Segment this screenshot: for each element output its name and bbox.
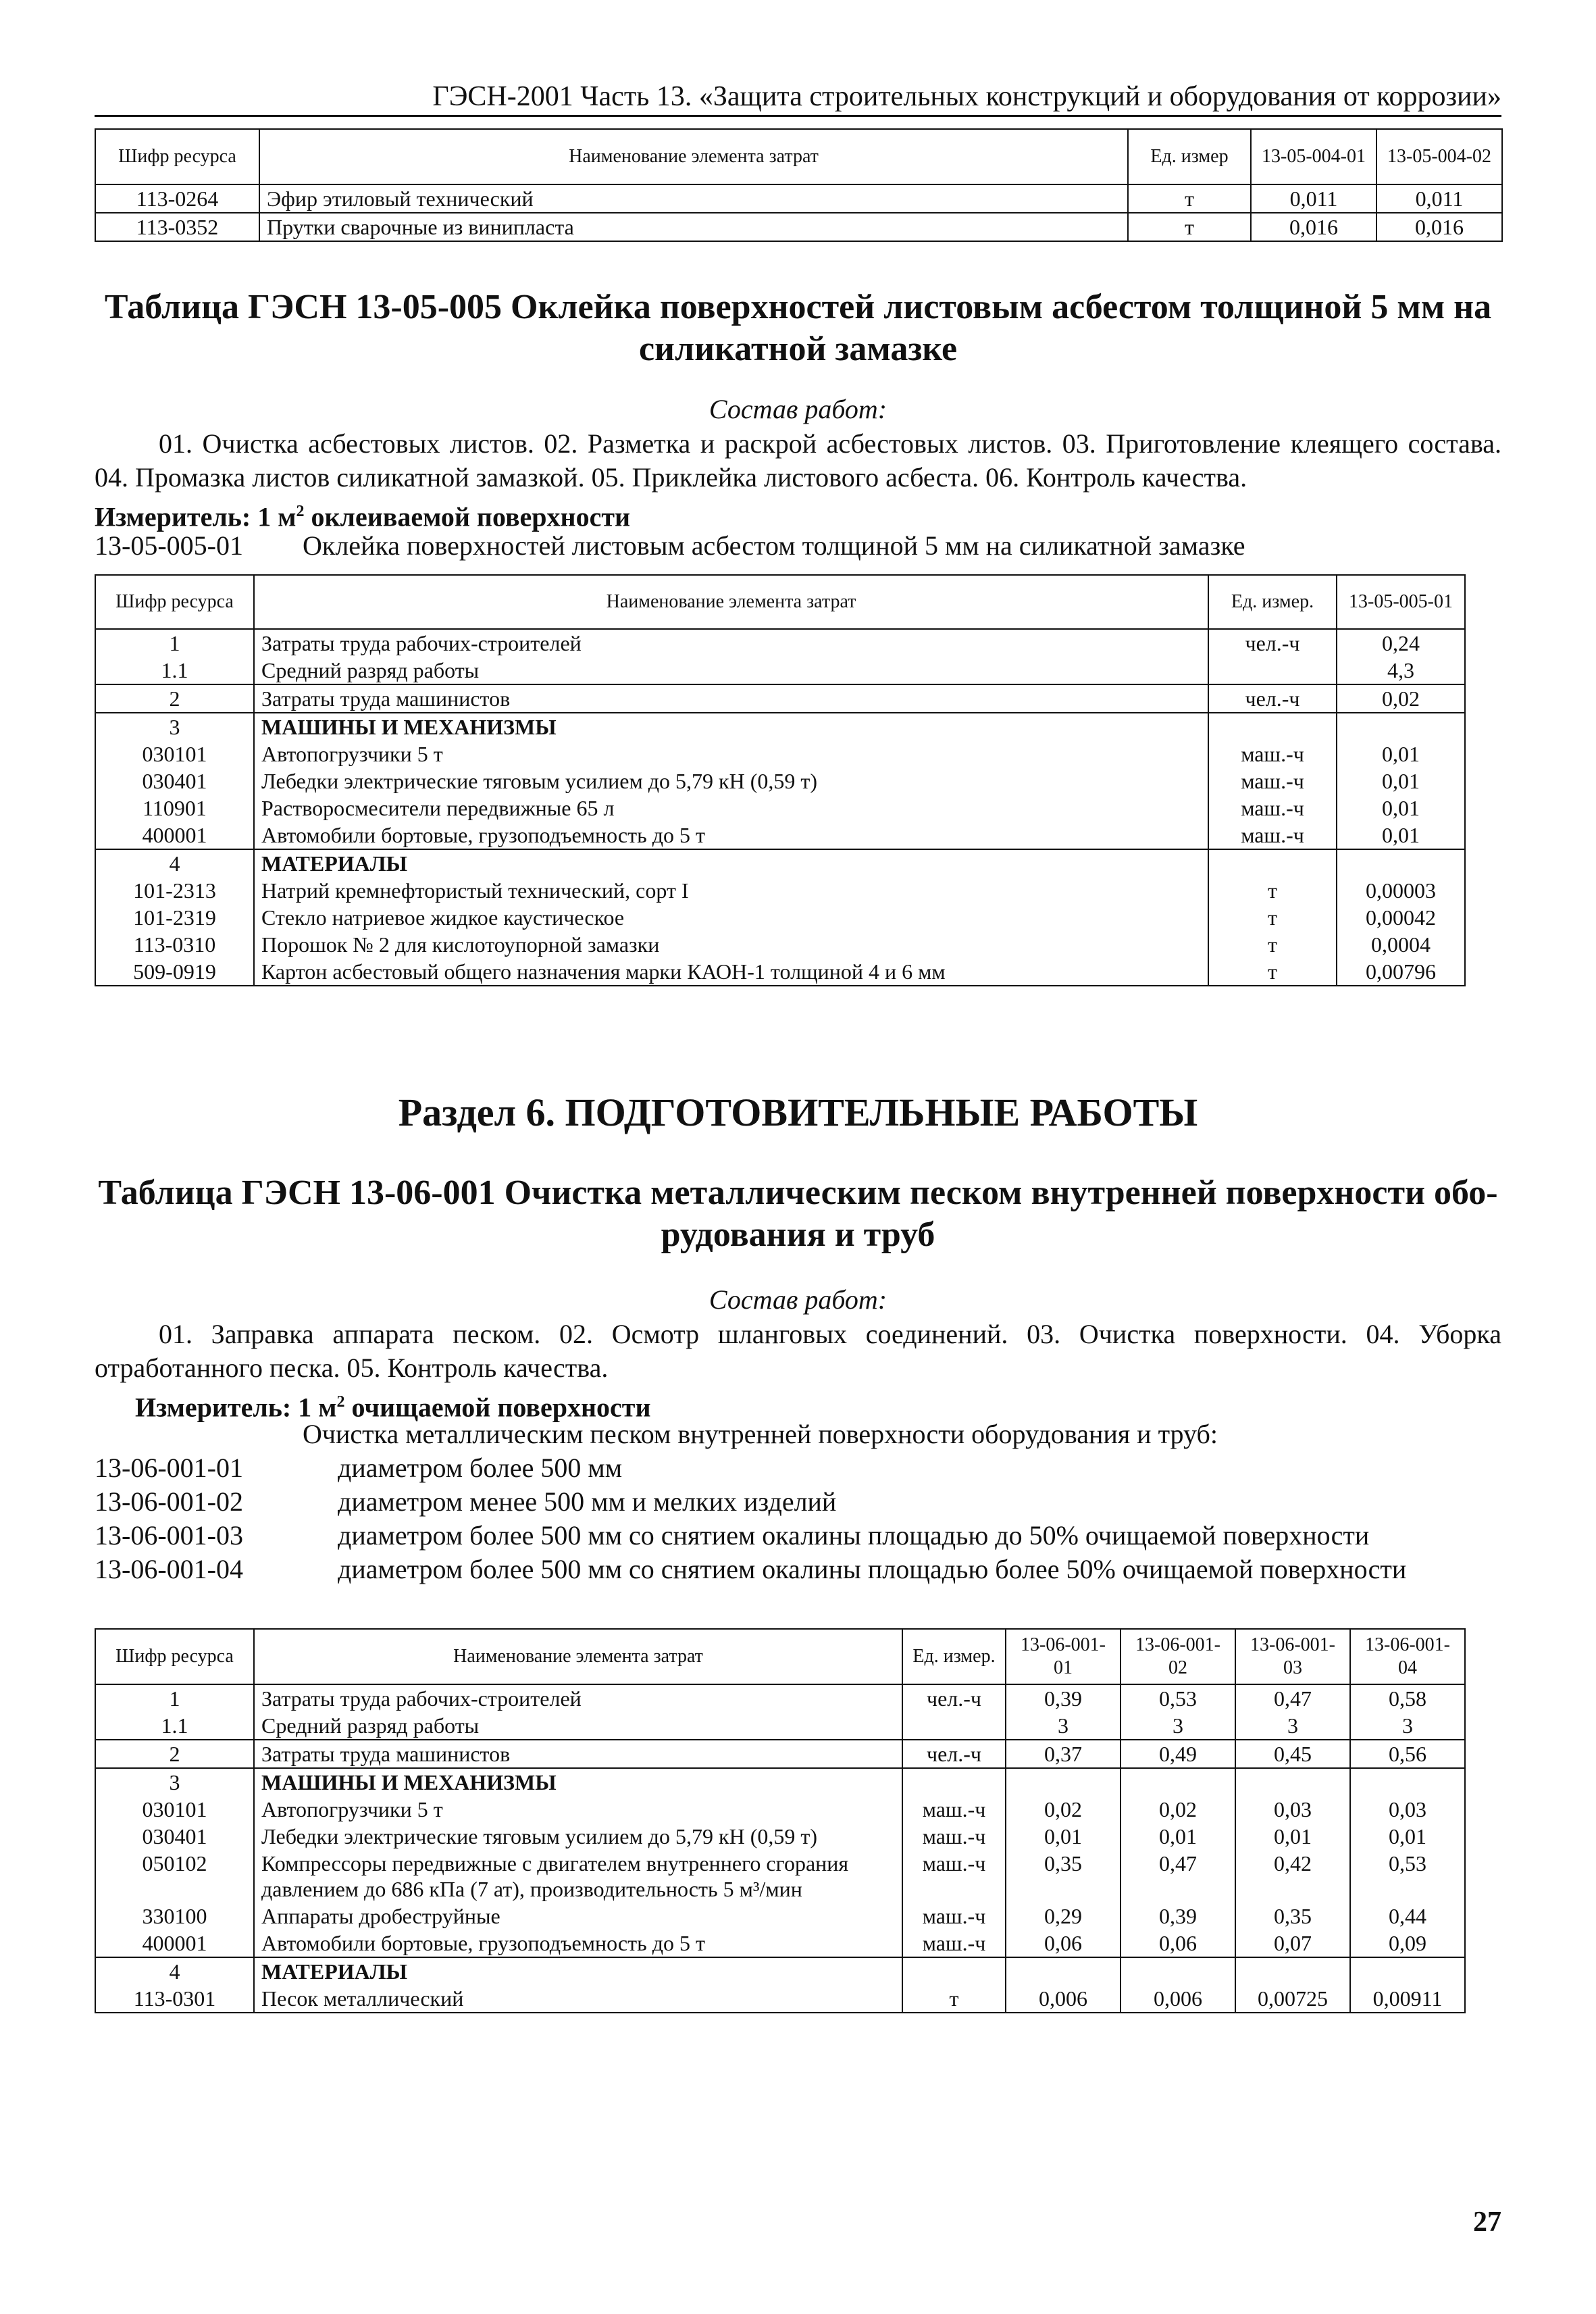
- cell-value: [1121, 1768, 1235, 1796]
- cell-code: 030101: [95, 740, 254, 768]
- table-row: [95, 684, 1465, 713]
- cell-name: Автопогрузчики 5 т: [254, 740, 1208, 768]
- cell-value: [1337, 713, 1465, 740]
- cell-value: 0,01: [1337, 822, 1465, 849]
- col-header-value: 13-05-005-01: [1337, 575, 1465, 629]
- cell-unit: чел.-ч: [1208, 629, 1337, 657]
- cell-name: Затраты труда машинистов: [254, 1740, 902, 1768]
- running-header: ГЭСН-2001 Часть 13. «Защита строительных конструкций и оборудования от коррозии»: [432, 81, 1501, 112]
- cell-name: Песок металлический: [254, 1985, 902, 2013]
- cell-value: [1006, 1768, 1121, 1796]
- cell-value: 0,01: [1350, 1823, 1465, 1850]
- cell-value: [1337, 849, 1465, 877]
- cell-value: 0,35: [1235, 1903, 1350, 1930]
- cell-unit: [1208, 849, 1337, 877]
- table-row: [95, 877, 1465, 904]
- norm-intro: Очистка металлическим песком внутренней поверхности оборудования и труб:: [303, 1419, 1218, 1449]
- meter-label: Измеритель:: [95, 501, 251, 532]
- col-header-value: 13-05-004-02: [1376, 129, 1502, 184]
- table-title-line: Таблица ГЭСН 13-05-005 Оклейка поверхностей листовым асбестом толщиной 5 мм на: [104, 288, 1492, 326]
- col-header-name: Наименование элемента затрат: [254, 1629, 902, 1684]
- cell-value: 0,29: [1006, 1903, 1121, 1930]
- table-13-05-004-continuation: [95, 128, 1503, 242]
- meter-line: [95, 495, 630, 534]
- meter-tail: оклеиваемой поверхности: [304, 501, 631, 532]
- cell-value: 0,39: [1006, 1684, 1121, 1712]
- cell-name: Стекло натриевое жидкое каустическое: [254, 904, 1208, 931]
- cell-unit: маш.-ч: [1208, 740, 1337, 768]
- cell-value: 0,011: [1251, 184, 1376, 213]
- table-13-05-005: [95, 574, 1466, 986]
- meter-label: Измеритель:: [135, 1392, 292, 1423]
- cell-name: Порошок № 2 для кислотоупорной замазки: [254, 931, 1208, 958]
- cell-code: 1.1: [95, 657, 254, 684]
- table-row: [95, 629, 1465, 657]
- cell-value: 0,53: [1350, 1850, 1465, 1903]
- cell-name: Автомобили бортовые, грузоподъемность до 5 т: [254, 822, 1208, 849]
- cell-code: 113-0264: [95, 184, 259, 213]
- cell-code: 113-0310: [95, 931, 254, 958]
- cell-code: 113-0301: [95, 1985, 254, 2013]
- meter-tail: очищаемой поверхности: [344, 1392, 651, 1423]
- table-row: [95, 1712, 1465, 1740]
- cell-value: 0,42: [1235, 1850, 1350, 1903]
- cell-value: [1235, 1957, 1350, 1985]
- cell-code: 110901: [95, 795, 254, 822]
- col-header-code: Шифр ресурса: [95, 1629, 254, 1684]
- col-header-unit: Ед. измер: [1128, 129, 1251, 184]
- norm-code: 13-06-001-03: [95, 1520, 243, 1551]
- cell-code: 2: [95, 684, 254, 713]
- cell-value: 0,35: [1006, 1850, 1121, 1903]
- cell-value: 0,06: [1006, 1930, 1121, 1957]
- cell-value: 0,02: [1337, 684, 1465, 713]
- table-row: [95, 740, 1465, 768]
- cell-value: 0,016: [1251, 213, 1376, 241]
- cell-code: 050102: [95, 1850, 254, 1903]
- table-row: [95, 1985, 1465, 2013]
- cell-code: 509-0919: [95, 958, 254, 986]
- meter-value: 1 м: [257, 501, 297, 532]
- cell-value: 0,01: [1337, 768, 1465, 795]
- cell-name: Компрессоры передвижные с двигателем внутреннего сгорания давлением до 686 кПа (7 ат), производительность 5 м³/мин: [254, 1850, 902, 1903]
- cell-code: 2: [95, 1740, 254, 1768]
- col-header-unit: Ед. измер.: [902, 1629, 1006, 1684]
- cell-name: МАТЕРИАЛЫ: [254, 849, 1208, 877]
- table-row: [95, 931, 1465, 958]
- cell-code: 1: [95, 1684, 254, 1712]
- cell-value: 0,01: [1337, 795, 1465, 822]
- cell-value: 0,24: [1337, 629, 1465, 657]
- cell-code: 1.1: [95, 1712, 254, 1740]
- col-header-name: Наименование элемента затрат: [259, 129, 1128, 184]
- cell-name: Автопогрузчики 5 т: [254, 1796, 902, 1823]
- table-title-line: рудования и труб: [661, 1215, 935, 1254]
- cell-unit: т: [1128, 213, 1251, 241]
- work-caption: Состав работ:: [709, 394, 887, 424]
- col-header-value: 13-06-001-01: [1006, 1629, 1121, 1684]
- cell-code: 400001: [95, 822, 254, 849]
- norm-description: диаметром более 500 мм со снятием окалины площадью более 50% очищаемой поверхности: [338, 1554, 1407, 1584]
- cell-unit: чел.-ч: [1208, 684, 1337, 713]
- cell-name: Средний разряд работы: [254, 657, 1208, 684]
- table-title-13-06-001: [95, 1172, 1501, 1256]
- cell-name: МАТЕРИАЛЫ: [254, 1957, 902, 1985]
- norm-code: 13-06-001-02: [95, 1486, 243, 1517]
- cell-value: 3: [1121, 1712, 1235, 1740]
- cell-value: 3: [1350, 1712, 1465, 1740]
- cell-value: 0,58: [1350, 1684, 1465, 1712]
- meter-sup: 2: [296, 503, 305, 520]
- cell-value: 0,39: [1121, 1903, 1235, 1930]
- cell-unit: маш.-ч: [902, 1930, 1006, 1957]
- cell-unit: маш.-ч: [902, 1903, 1006, 1930]
- cell-unit: маш.-ч: [902, 1823, 1006, 1850]
- cell-value: 0,01: [1235, 1823, 1350, 1850]
- table-title-13-05-005: [95, 286, 1501, 370]
- col-header-code: Шифр ресурса: [95, 575, 254, 629]
- cell-value: 0,006: [1121, 1985, 1235, 2013]
- table-row: [95, 657, 1465, 684]
- cell-code: 330100: [95, 1903, 254, 1930]
- meter-value: 1 м: [298, 1392, 337, 1423]
- norm-code: 13-06-001-01: [95, 1453, 243, 1483]
- table-row: [95, 1796, 1465, 1823]
- cell-code: 030401: [95, 1823, 254, 1850]
- cell-value: 0,006: [1006, 1985, 1121, 2013]
- table-row: [95, 795, 1465, 822]
- cell-value: 0,00003: [1337, 877, 1465, 904]
- cell-code: 030401: [95, 768, 254, 795]
- cell-name: Затраты труда рабочих-строителей: [254, 1684, 902, 1712]
- table-row: [95, 184, 1502, 213]
- cell-unit: т: [1128, 184, 1251, 213]
- cell-value: 0,01: [1121, 1823, 1235, 1850]
- table-title-line: силикатной замазке: [638, 330, 958, 368]
- cell-name: Натрий кремнефтористый технический, сорт I: [254, 877, 1208, 904]
- section-title: Раздел 6. ПОДГОТОВИТЕЛЬНЫЕ РАБОТЫ: [398, 1090, 1198, 1134]
- col-header-unit: Ед. измер.: [1208, 575, 1337, 629]
- cell-value: 0,49: [1121, 1740, 1235, 1768]
- work-description: 01. Очистка асбестовых листов. 02. Разметка и раскрой асбестовых листов. 03. Приготовление клеящего состава. 04. Промазка листов силикатной замазкой. 05. Приклейка листового асбеста. 06. Контроль качества.: [95, 428, 1501, 493]
- table-13-06-001: [95, 1628, 1466, 2013]
- cell-code: 4: [95, 1957, 254, 1985]
- cell-code: 101-2313: [95, 877, 254, 904]
- cell-code: 4: [95, 849, 254, 877]
- work-description: 01. Заправка аппарата песком. 02. Осмотр шланговых соединений. 03. Очистка поверхности. 04. Уборка отработанного песка. 05. Контроль качества.: [95, 1319, 1501, 1383]
- cell-value: 0,56: [1350, 1740, 1465, 1768]
- cell-value: 0,03: [1350, 1796, 1465, 1823]
- cell-name: Автомобили бортовые, грузоподъемность до 5 т: [254, 1930, 902, 1957]
- cell-unit: т: [1208, 904, 1337, 931]
- table-title-line: Таблица ГЭСН 13-06-001 Очистка металлическим песком внутренней поверхности обо-: [98, 1174, 1498, 1212]
- cell-value: [1006, 1957, 1121, 1985]
- cell-value: 0,37: [1006, 1740, 1121, 1768]
- cell-unit: маш.-ч: [902, 1850, 1006, 1903]
- cell-value: [1121, 1957, 1235, 1985]
- cell-value: 0,07: [1235, 1930, 1350, 1957]
- norm-code: 13-06-001-04: [95, 1554, 243, 1584]
- cell-value: 0,01: [1006, 1823, 1121, 1850]
- work-caption: Состав работ:: [709, 1284, 887, 1315]
- cell-value: 0,47: [1235, 1684, 1350, 1712]
- cell-unit: [902, 1712, 1006, 1740]
- table-row: [95, 768, 1465, 795]
- norm-description: Оклейка поверхностей листовым асбестом толщиной 5 мм на силикатной замазке: [303, 530, 1245, 561]
- cell-unit: маш.-ч: [902, 1796, 1006, 1823]
- cell-unit: чел.-ч: [902, 1740, 1006, 1768]
- cell-value: 0,0004: [1337, 931, 1465, 958]
- cell-code: 3: [95, 713, 254, 740]
- cell-value: [1235, 1768, 1350, 1796]
- cell-unit: [902, 1768, 1006, 1796]
- cell-value: 0,02: [1006, 1796, 1121, 1823]
- col-header-value: 13-06-001-03: [1235, 1629, 1350, 1684]
- cell-value: 0,00911: [1350, 1985, 1465, 2013]
- table-row: [95, 958, 1465, 986]
- col-header-name: Наименование элемента затрат: [254, 575, 1208, 629]
- col-header-value: 13-05-004-01: [1251, 129, 1376, 184]
- cell-value: 0,03: [1235, 1796, 1350, 1823]
- cell-unit: чел.-ч: [902, 1684, 1006, 1712]
- cell-value: 0,06: [1121, 1930, 1235, 1957]
- cell-name: Эфир этиловый технический: [259, 184, 1128, 213]
- cell-code: 113-0352: [95, 213, 259, 241]
- cell-value: 0,53: [1121, 1684, 1235, 1712]
- cell-unit: т: [902, 1985, 1006, 2013]
- cell-name: Картон асбестовый общего назначения марки КАОН-1 толщиной 4 и 6 мм: [254, 958, 1208, 986]
- cell-name: Затраты труда машинистов: [254, 684, 1208, 713]
- cell-unit: маш.-ч: [1208, 795, 1337, 822]
- table-row: [95, 1957, 1465, 1985]
- table-row: [95, 849, 1465, 877]
- cell-name: МАШИНЫ И МЕХАНИЗМЫ: [254, 1768, 902, 1796]
- meter-sup: 2: [336, 1393, 345, 1411]
- page-number: 27: [1473, 2207, 1501, 2238]
- cell-value: 0,00042: [1337, 904, 1465, 931]
- cell-value: 0,00796: [1337, 958, 1465, 986]
- cell-unit: т: [1208, 958, 1337, 986]
- norm-description: диаметром более 500 мм: [338, 1453, 623, 1483]
- norm-code: 13-05-005-01: [95, 530, 243, 561]
- cell-code: 400001: [95, 1930, 254, 1957]
- cell-unit: [1208, 657, 1337, 684]
- cell-value: 0,44: [1350, 1903, 1465, 1930]
- cell-unit: т: [1208, 877, 1337, 904]
- cell-code: 101-2319: [95, 904, 254, 931]
- col-header-code: Шифр ресурса: [95, 129, 259, 184]
- cell-unit: т: [1208, 931, 1337, 958]
- cell-value: 0,016: [1376, 213, 1502, 241]
- cell-code: 3: [95, 1768, 254, 1796]
- col-header-value: 13-06-001-02: [1121, 1629, 1235, 1684]
- cell-value: 0,02: [1121, 1796, 1235, 1823]
- table-row: [95, 822, 1465, 849]
- table-row: [95, 904, 1465, 931]
- table-row: [95, 1684, 1465, 1712]
- table-row: [95, 1930, 1465, 1957]
- cell-unit: [1208, 713, 1337, 740]
- cell-name: МАШИНЫ И МЕХАНИЗМЫ: [254, 713, 1208, 740]
- cell-code: 030101: [95, 1796, 254, 1823]
- cell-name: Прутки сварочные из винипласта: [259, 213, 1128, 241]
- cell-value: 0,09: [1350, 1930, 1465, 1957]
- cell-unit: маш.-ч: [1208, 822, 1337, 849]
- cell-unit: маш.-ч: [1208, 768, 1337, 795]
- cell-value: 0,47: [1121, 1850, 1235, 1903]
- cell-value: 3: [1006, 1712, 1121, 1740]
- cell-unit: [902, 1957, 1006, 1985]
- cell-name: Средний разряд работы: [254, 1712, 902, 1740]
- norm-description: диаметром более 500 мм со снятием окалины площадью до 50% очищаемой поверхности: [338, 1520, 1370, 1551]
- cell-value: 3: [1235, 1712, 1350, 1740]
- table-row: [95, 713, 1465, 740]
- table-row: [95, 1903, 1465, 1930]
- cell-code: 1: [95, 629, 254, 657]
- col-header-value: 13-06-001-04: [1350, 1629, 1465, 1684]
- cell-name: Растворосмесители передвижные 65 л: [254, 795, 1208, 822]
- table-row: [95, 1850, 1465, 1903]
- cell-name: Лебедки электрические тяговым усилием до 5,79 кН (0,59 т): [254, 768, 1208, 795]
- cell-value: 0,01: [1337, 740, 1465, 768]
- cell-value: [1350, 1957, 1465, 1985]
- cell-name: Лебедки электрические тяговым усилием до 5,79 кН (0,59 т): [254, 1823, 902, 1850]
- cell-value: 0,00725: [1235, 1985, 1350, 2013]
- header-rule: [95, 115, 1501, 117]
- table-row: [95, 213, 1502, 241]
- cell-value: [1350, 1768, 1465, 1796]
- cell-value: 4,3: [1337, 657, 1465, 684]
- norm-description: диаметром менее 500 мм и мелких изделий: [338, 1486, 837, 1517]
- cell-name: Затраты труда рабочих-строителей: [254, 629, 1208, 657]
- table-row: [95, 1768, 1465, 1796]
- table-row: [95, 1823, 1465, 1850]
- table-row: [95, 1740, 1465, 1768]
- cell-value: 0,45: [1235, 1740, 1350, 1768]
- cell-value: 0,011: [1376, 184, 1502, 213]
- cell-name: Аппараты дробеструйные: [254, 1903, 902, 1930]
